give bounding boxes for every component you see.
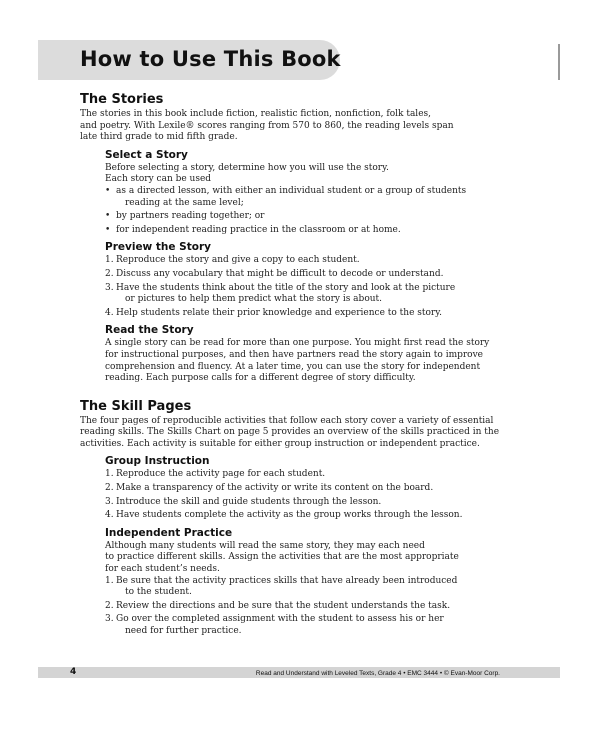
preview-story-heading: Preview the Story bbox=[105, 241, 212, 254]
text-line: for instructional purposes, and then have partners read the story again to improve bbox=[105, 349, 484, 360]
list-item-text-cont: to the student. bbox=[125, 587, 192, 598]
bullet-icon: • bbox=[105, 185, 111, 196]
list-number: 2. bbox=[105, 483, 114, 494]
text-line: to practice different skills. Assign the activities that are the most appropriate bbox=[105, 552, 459, 563]
list-item bbox=[105, 211, 475, 223]
list-item-text-cont: need for further practice. bbox=[125, 626, 242, 636]
list-number: 4. bbox=[105, 510, 114, 521]
text-line: Before selecting a story, determine how you will use the story. bbox=[105, 162, 389, 173]
list-number: 2. bbox=[105, 268, 114, 279]
group-instruction-list bbox=[80, 469, 475, 521]
list-item-text: for independent reading practice in the classroom or at home. bbox=[116, 224, 401, 235]
text-line: reading skills. The Skills Chart on page 5 provides an overview of the skills practiced in the bbox=[80, 427, 500, 438]
skill-pages-intro bbox=[80, 415, 500, 451]
independent-practice-list bbox=[80, 576, 475, 638]
text-line: The stories in this book include fiction, realistic fiction, nonfiction, folk tales, bbox=[80, 109, 431, 119]
group-instruction-heading: Group Instruction bbox=[105, 455, 210, 468]
text-line: for each student’s needs. bbox=[105, 564, 220, 575]
list-item-text-cont: reading at the same level; bbox=[125, 197, 244, 208]
text-line: Although many students will read the same story, they may each need bbox=[105, 540, 425, 551]
list-number: 4. bbox=[105, 307, 114, 318]
list-item-text: Have the students think about the title of the story and look at the picture bbox=[116, 282, 456, 293]
text-line: The four pages of reproducible activities that follow each story cover a variety of essential bbox=[80, 415, 494, 426]
text-line: comprehension and fluency. At a later time, you can use the story for independent bbox=[105, 361, 481, 372]
list-item bbox=[105, 614, 475, 637]
list-item-text: by partners reading together; or bbox=[116, 211, 265, 222]
list-item bbox=[105, 469, 475, 481]
list-number: 3. bbox=[105, 496, 114, 507]
edge-mark bbox=[558, 44, 560, 80]
skill-pages-heading: The Skill Pages bbox=[80, 398, 192, 414]
list-item bbox=[105, 510, 475, 522]
list-number: 1. bbox=[105, 469, 114, 480]
stories-heading: The Stories bbox=[80, 92, 164, 107]
list-item-text: Make a transparency of the activity or write its content on the board. bbox=[116, 483, 434, 494]
read-story-heading: Read the Story bbox=[105, 324, 194, 337]
page-number: 4 bbox=[70, 667, 77, 677]
read-story-text bbox=[105, 338, 490, 384]
select-story-text bbox=[105, 163, 475, 186]
list-item bbox=[105, 497, 475, 509]
independent-practice-heading: Independent Practice bbox=[105, 526, 233, 539]
list-number: 1. bbox=[105, 575, 114, 586]
stories-intro bbox=[80, 109, 475, 144]
list-item bbox=[105, 601, 475, 613]
list-item bbox=[105, 269, 475, 281]
text-line: late third grade to mid fifth grade. bbox=[80, 132, 238, 143]
list-item-text-cont: or pictures to help them predict what the story is about. bbox=[125, 294, 383, 305]
list-item-text: Reproduce the activity page for each student. bbox=[116, 469, 326, 480]
list-item-text: Introduce the skill and guide students through the lesson. bbox=[116, 496, 382, 507]
list-item bbox=[105, 225, 475, 237]
list-item-text: Reproduce the story and give a copy to each student. bbox=[116, 255, 360, 266]
list-number: 3. bbox=[105, 282, 114, 293]
list-item-text: Go over the completed assignment with the student to assess his or her bbox=[116, 614, 444, 625]
list-item bbox=[105, 576, 475, 599]
select-story-heading: Select a Story bbox=[105, 148, 188, 161]
list-number: 1. bbox=[105, 255, 114, 266]
list-item-text: Be sure that the activity practices skills that have already been introduced bbox=[116, 575, 458, 586]
list-item bbox=[105, 308, 475, 320]
list-item-text: Help students relate their prior knowledge and experience to the story. bbox=[116, 307, 442, 318]
list-item-text: Discuss any vocabulary that might be difficult to decode or understand. bbox=[116, 268, 444, 279]
bullet-icon: • bbox=[105, 224, 111, 235]
preview-story-list bbox=[80, 255, 475, 319]
list-item bbox=[105, 186, 475, 209]
footer-credit: Read and Understand with Leveled Texts, Grade 4 • EMC 3444 • © Evan-Moor Corp. bbox=[255, 670, 500, 677]
text-line: and poetry. With Lexile® scores ranging from 570 to 860, the reading levels span bbox=[80, 120, 454, 131]
text-line: activities. Each activity is suitable for either group instruction or independent practice. bbox=[80, 438, 480, 449]
list-number: 3. bbox=[105, 614, 114, 625]
list-item-text: Have students complete the activity as the group works through the lesson. bbox=[116, 510, 463, 521]
independent-practice-text bbox=[105, 541, 475, 576]
bullet-icon: • bbox=[105, 211, 111, 222]
list-item bbox=[105, 483, 475, 495]
select-story-bullets bbox=[80, 186, 475, 236]
text-line: reading. Each purpose calls for a different degree of story difficulty. bbox=[105, 373, 416, 384]
page-title: How to Use This Book bbox=[80, 47, 341, 71]
list-item bbox=[105, 283, 475, 306]
list-item bbox=[105, 255, 475, 267]
text-line: Each story can be used bbox=[105, 174, 212, 185]
list-item-text: Review the directions and be sure that the student understands the task. bbox=[116, 600, 451, 611]
list-item-text: as a directed lesson, with either an individual student or a group of students bbox=[116, 185, 467, 196]
text-line: A single story can be read for more than one purpose. You might first read the story bbox=[105, 338, 490, 349]
main-content bbox=[80, 92, 500, 640]
list-number: 2. bbox=[105, 600, 114, 611]
